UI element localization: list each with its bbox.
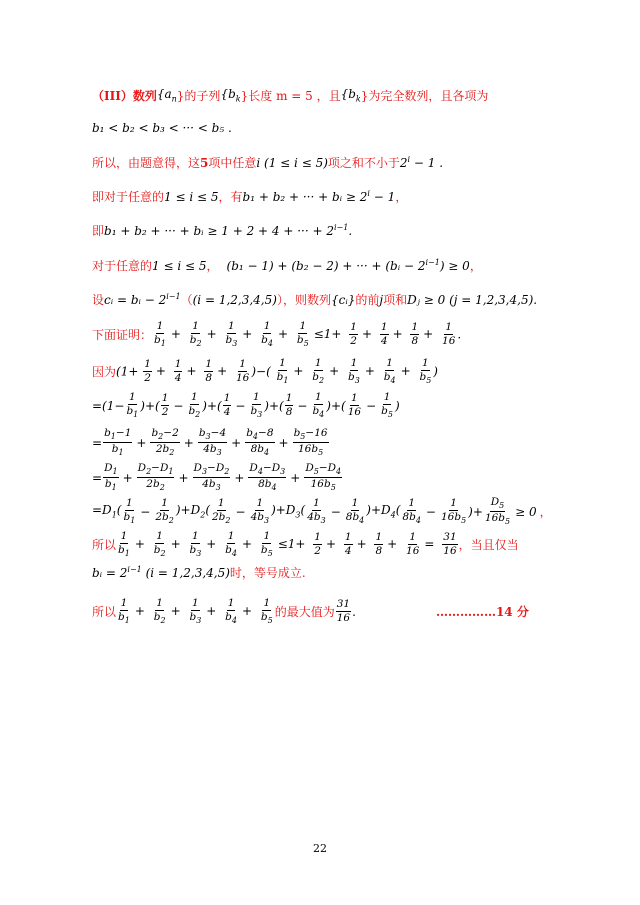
math: bᵢ = $2^{i-1}$ (i = 1,2,3,4,5) xyxy=(92,565,230,580)
frac: $\frac{1}{b_3}$ xyxy=(225,320,238,349)
line-prove xyxy=(92,321,461,349)
math-expression: (1+ $\frac{1}{2}$ + $\frac{1}{4}$ + $\frac{1}{8}$ + $\frac{1}{16}$ )−( $\frac{1}{b_1}$ + $\frac{1}{b_2}$ + $\frac{1}{b_3}$ + $\frac{1}{b_4}$ + $\frac{1}{b_5}$ ) xyxy=(116,357,438,386)
frac: $\frac{1}{b_2}$ xyxy=(189,320,202,349)
text: }长度 m = 5 ，且 xyxy=(240,88,341,103)
text: ， xyxy=(395,189,408,204)
math: (b₁ − 1) + (b₂ − 2) + ··· + (bᵢ − $2^{i-1}) \ge 0$ xyxy=(226,258,470,273)
math: {cᵢ} xyxy=(330,292,356,307)
text: 因为 xyxy=(92,364,117,379)
math: (i = 1,2,3,4,5) xyxy=(192,292,277,307)
line-step-3: = $\frac{b_1-1}{b_1}$ + $\frac{b_2-2}{2b_2}$ + $\frac{b_3-4}{4b_3}$ + $\frac{b_4-8}{8b_4}$ + $\frac{b_5-16}{16b_5}$ xyxy=(92,427,328,458)
text: 下面证明： xyxy=(92,327,153,342)
text: }为完全数列，且各项为 xyxy=(360,88,489,103)
text: ），则数列 xyxy=(276,292,331,307)
math-inequality: $\frac{1}{b_1}$ + $\frac{1}{b_2}$ + $\frac{1}{b_3}$ + $\frac{1}{b_4}$ + $\frac{1}{b_5}$ ≤1+ $\frac{1}{2}$ + $\frac{1}{4}$ + $\frac{1}{8}$ + $\frac{1}{16}$ . xyxy=(154,320,462,349)
frac: $\frac{1}{16}$ xyxy=(442,321,456,348)
text: 所以 xyxy=(92,604,117,619)
math: Dⱼ ≥ 0 (j = 1,2,3,4,5) xyxy=(407,292,534,307)
math: 1 ≤ i ≤ 5 xyxy=(164,189,219,204)
math-sum: $\frac{1}{b_1}$ + $\frac{1}{b_2}$ + $\frac{1}{b_3}$ + $\frac{1}{b_4}$ + $\frac{1}{b_5}$ xyxy=(118,597,273,626)
text: 对于任意的 xyxy=(92,258,153,273)
math: b₁ < b₂ < b₃ < ··· < b₅ . xyxy=(92,121,232,135)
text: ，有 xyxy=(218,189,243,204)
text: . xyxy=(352,604,356,619)
line-equality xyxy=(92,566,306,579)
text: 项中任意 xyxy=(208,155,257,170)
math: $\frac{31}{16}$ xyxy=(336,598,351,625)
line-because xyxy=(92,358,438,386)
text: 项之和不小于 xyxy=(327,155,400,170)
text: . xyxy=(533,292,538,307)
math: {$b_k$ xyxy=(220,87,241,104)
line-max-value xyxy=(92,598,529,626)
text: ， xyxy=(469,258,482,273)
text: 所以 xyxy=(92,537,117,552)
text: ， xyxy=(206,258,219,273)
frac: $\frac{1}{8}$ xyxy=(411,321,419,348)
math: b₁ + b₂ + ··· + bᵢ ≥ $2^i - 1$ xyxy=(242,189,396,204)
line-for-any xyxy=(92,190,407,203)
frac: $\frac{1}{b_5}$ xyxy=(296,320,309,349)
text: 即对于任意的 xyxy=(92,189,165,204)
math: 1 ≤ i ≤ 5 xyxy=(152,258,207,273)
geq-zero: ≥ 0 xyxy=(515,504,537,519)
math: {$b_k$ xyxy=(340,87,361,104)
text: 项和 xyxy=(383,292,408,307)
text: 的最大值为 xyxy=(274,604,335,619)
line-step-4: = $\frac{D_1}{b_1}$ + $\frac{D_2-D_1}{2b_2}$ + $\frac{D_3-D_2}{4b_3}$ + $\frac{D_4-D_3}{8b_4}$ + $\frac{D_5-D_4}{16b_5}$ xyxy=(92,462,342,493)
frac: $\frac{1}{b_4}$ xyxy=(261,320,273,349)
text: 时，等号成立. xyxy=(229,565,306,580)
text: 即 xyxy=(92,223,105,238)
line-step-5: $=D_1$( $\frac{1}{b_1}$ − $\frac{1}{2b_2}$ )$+D_2$( $\frac{1}{2b_2}$ − $\frac{1}{4b_3}$ )$+D_3$( $\frac{1}{4b_3}$ − $\frac{1}{8b_4}$ )$+D_4$( $\frac{1}{8b_4}$ − $\frac{1}{16b_5}$ )+ $\frac{D_5}{16b_5}$ ≥ 0 ， xyxy=(92,496,552,527)
text: （III）数列 xyxy=(92,88,157,103)
line-therefore xyxy=(92,531,519,559)
line-so xyxy=(92,156,443,169)
line-step-2: =(1− $\frac{1}{b_1}$ )+( $\frac{1}{2}$ − $\frac{1}{b_2}$ )+( $\frac{1}{4}$ − $\frac{1}{b_3}$ )+( $\frac{1}{8}$ − $\frac{1}{b_4}$ )+( $\frac{1}{16}$ − $\frac{1}{b_5}$ ) xyxy=(92,391,400,420)
line-part-iii xyxy=(92,88,488,103)
math: $2^i - 1$ . xyxy=(399,155,444,170)
line-define-c xyxy=(92,293,537,306)
frac: $\frac{1}{b_1}$ xyxy=(154,320,166,349)
math: b₁ + b₂ + ··· + bᵢ ≥ 1 + 2 + 4 + ··· + $2^{i-1}$. xyxy=(104,223,353,238)
line-sum-nonneg xyxy=(92,259,482,272)
math: i (1 ≤ i ≤ 5) xyxy=(256,155,328,170)
text: }的子列 xyxy=(176,88,221,103)
math-inequality: $\frac{1}{b_1}$ + $\frac{1}{b_2}$ + $\frac{1}{b_3}$ + $\frac{1}{b_4}$ + $\frac{1}{b_5}$ ≤1+ $\frac{1}{2}$ + $\frac{1}{4}$ + $\frac{1}{8}$ + $\frac{1}{16}$ = $\frac{31}{16}$ xyxy=(118,530,457,559)
line-order xyxy=(92,122,232,134)
text: （ xyxy=(180,292,193,307)
score-label: ……………14 分 xyxy=(435,604,529,619)
math: {$a_n$ xyxy=(156,87,177,104)
frac: $\frac{1}{2}$ xyxy=(350,321,357,348)
text: ， xyxy=(539,504,552,519)
text: ，当且仅当 xyxy=(458,537,519,552)
text: 所以，由题意得，这 xyxy=(92,155,201,170)
frac: $\frac{1}{4}$ xyxy=(380,321,388,348)
text: 的前 xyxy=(355,292,380,307)
line-namely xyxy=(92,224,352,237)
page-number: 22 xyxy=(313,842,327,855)
math: cᵢ = bᵢ − $2^{i-1}$ xyxy=(104,292,181,307)
text: 设 xyxy=(92,292,105,307)
math: j xyxy=(379,292,384,307)
text: 5 xyxy=(200,155,209,170)
